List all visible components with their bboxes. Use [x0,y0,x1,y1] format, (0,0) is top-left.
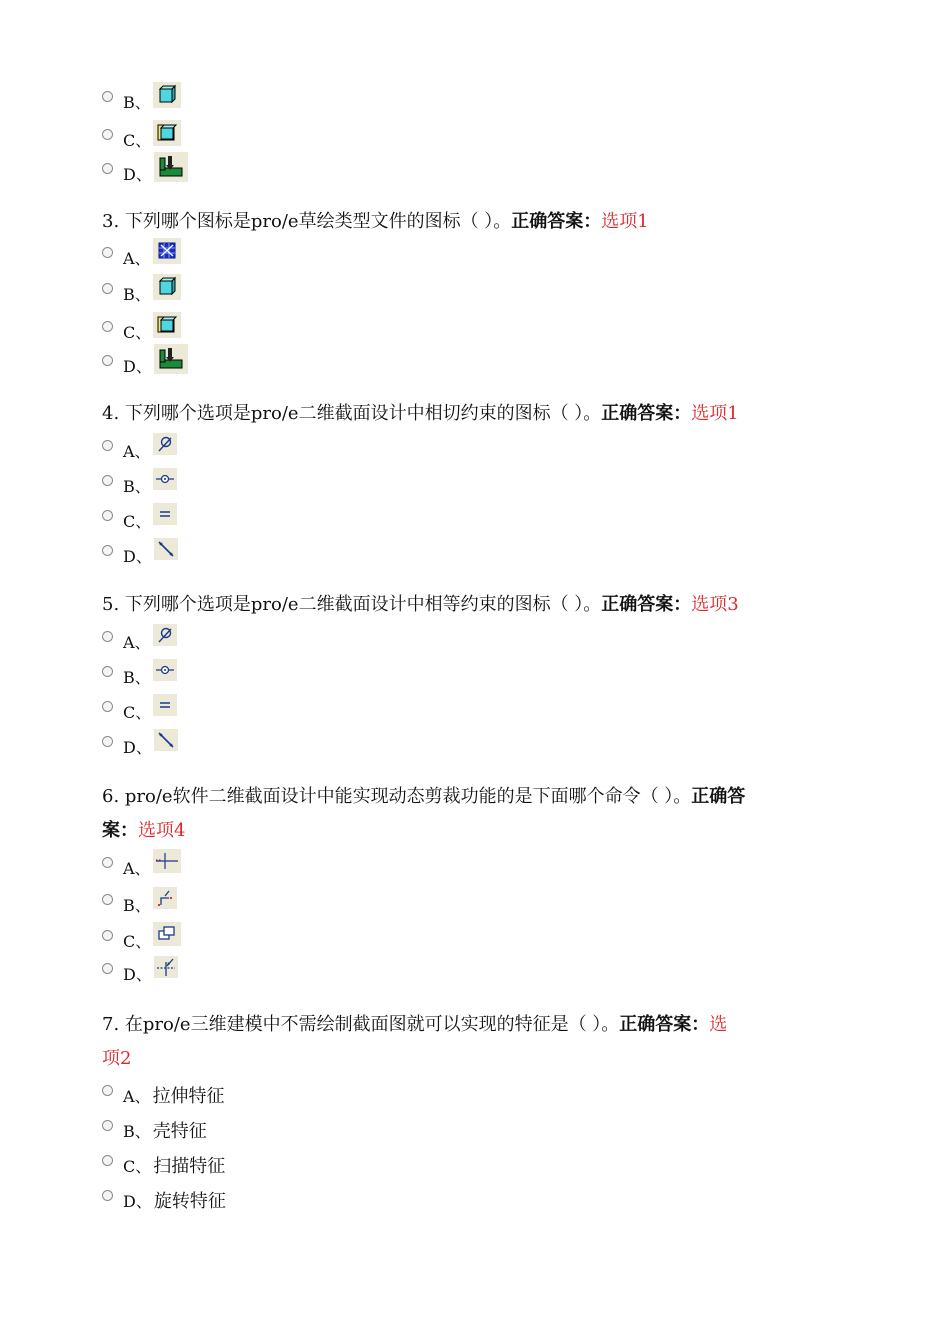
option-letter: A、 [123,441,151,461]
answer-label: 正确答 [691,786,746,807]
option-text: 拉伸特征 [152,1086,225,1107]
option-letter: B、 [123,284,151,304]
option-letter: D、 [123,546,152,566]
tangent-constraint-icon [153,433,177,455]
corner-trim-icon [153,887,177,909]
answer-value: 选 [709,1014,728,1035]
option-b[interactable] [102,86,181,116]
option-letter: B、 [123,667,151,687]
part-cube-icon [153,82,181,108]
q5-option-d[interactable] [102,731,178,761]
radio-button[interactable] [102,1190,113,1201]
radio-button[interactable] [102,894,113,905]
answer-label: 正确答案： [511,211,602,232]
radio-button[interactable] [102,857,113,868]
answer-value: 选项1 [601,211,649,232]
radio-button[interactable] [102,129,113,140]
question-text: 3. 下列哪个图标是pro/e草绘类型文件的图标（ ）。 [102,211,512,232]
assembly-icon [153,312,181,338]
dynamic-trim-icon [154,956,178,978]
option-letter: D、 [123,356,152,376]
answer-label: 正确答案： [601,594,692,615]
option-letter: A、 [123,858,151,878]
assembly-icon [153,120,181,146]
answer-label: 正确答案： [601,403,692,424]
radio-button[interactable] [102,355,113,366]
q6-option-b[interactable] [102,889,177,919]
radio-button[interactable] [102,545,113,556]
radio-button[interactable] [102,930,113,941]
equal-constraint-icon [153,503,177,525]
q3-option-a[interactable] [102,242,181,272]
answer-value: 选项3 [691,594,739,615]
option-letter: B、 [123,895,151,915]
radio-button[interactable] [102,1120,113,1131]
midpoint-constraint-icon [153,468,177,490]
q6-option-a[interactable] [102,852,181,882]
question-5 [102,588,862,622]
q6-option-d[interactable] [102,958,178,988]
q4-option-b[interactable] [102,470,177,500]
option-letter: C、 [123,702,152,722]
radio-button[interactable] [102,963,113,974]
radio-button[interactable] [102,440,113,451]
option-text: 扫描特征 [153,1156,226,1177]
radio-button[interactable] [102,475,113,486]
option-letter: B、 [123,92,151,112]
answer-value-cont: 项2 [102,1048,132,1069]
answer-value: 选项4 [138,820,186,841]
option-text: 旋转特征 [153,1191,226,1212]
sketch-grid-icon [153,238,181,264]
q6-option-c[interactable] [102,925,181,955]
manufacturing-icon [154,344,188,374]
question-text: 7. 在pro/e三维建模中不需绘制截面图就可以实现的特征是（ ）。 [102,1014,620,1035]
divide-icon [153,848,181,874]
option-letter: A、 [123,1086,151,1106]
question-text: 4. 下列哪个选项是pro/e二维截面设计中相切约束的图标（ ）。 [102,403,602,424]
question-4 [102,397,862,431]
q3-option-b[interactable] [102,278,181,308]
q7-option-c[interactable] [102,1150,225,1180]
q3-option-c[interactable] [102,316,181,346]
option-letter: D、 [123,737,152,757]
radio-button[interactable] [102,1155,113,1166]
option-letter: C、 [123,322,152,342]
option-letter: C、 [123,1156,152,1176]
radio-button[interactable] [102,321,113,332]
radio-button[interactable] [102,701,113,712]
option-d[interactable] [102,158,188,188]
q7-option-a[interactable] [102,1080,225,1110]
radio-button[interactable] [102,1085,113,1096]
q7-option-d[interactable] [102,1185,226,1215]
q5-option-a[interactable] [102,626,177,656]
option-letter: D、 [123,1191,152,1211]
tangent-constraint-icon [153,624,177,646]
option-letter: D、 [123,964,152,984]
question-3 [102,205,862,239]
radio-button[interactable] [102,283,113,294]
q4-option-d[interactable] [102,540,178,570]
manufacturing-icon [154,152,188,182]
q5-option-b[interactable] [102,661,177,691]
option-text: 壳特征 [152,1121,207,1142]
question-7 [102,1008,862,1076]
copy-icon [153,921,181,947]
q4-option-c[interactable] [102,505,177,535]
option-letter: B、 [123,1121,151,1141]
radio-button[interactable] [102,91,113,102]
answer-label-cont: 案： [102,820,138,841]
q5-option-c[interactable] [102,696,177,726]
parallel-constraint-icon [154,538,178,560]
radio-button[interactable] [102,163,113,174]
answer-value: 选项1 [691,403,739,424]
option-letter: A、 [123,632,151,652]
option-letter: D、 [123,164,152,184]
radio-button[interactable] [102,736,113,747]
radio-button[interactable] [102,666,113,677]
parallel-constraint-icon [154,729,178,751]
radio-button[interactable] [102,247,113,258]
q4-option-a[interactable] [102,435,177,465]
option-letter: C、 [123,511,152,531]
equal-constraint-icon [153,694,177,716]
q3-option-d[interactable] [102,350,188,380]
question-6 [102,780,862,848]
option-c[interactable] [102,124,181,154]
part-cube-icon [153,274,181,300]
q7-option-b[interactable] [102,1115,207,1145]
midpoint-constraint-icon [153,659,177,681]
option-letter: B、 [123,476,151,496]
question-text: 6. pro/e软件二维截面设计中能实现动态剪裁功能的是下面哪个命令（ ）。 [102,786,692,807]
question-text: 5. 下列哪个选项是pro/e二维截面设计中相等约束的图标（ ）。 [102,594,602,615]
option-letter: C、 [123,931,152,951]
radio-button[interactable] [102,510,113,521]
option-letter: A、 [123,248,151,268]
answer-label: 正确答案： [619,1014,710,1035]
radio-button[interactable] [102,631,113,642]
option-letter: C、 [123,130,152,150]
